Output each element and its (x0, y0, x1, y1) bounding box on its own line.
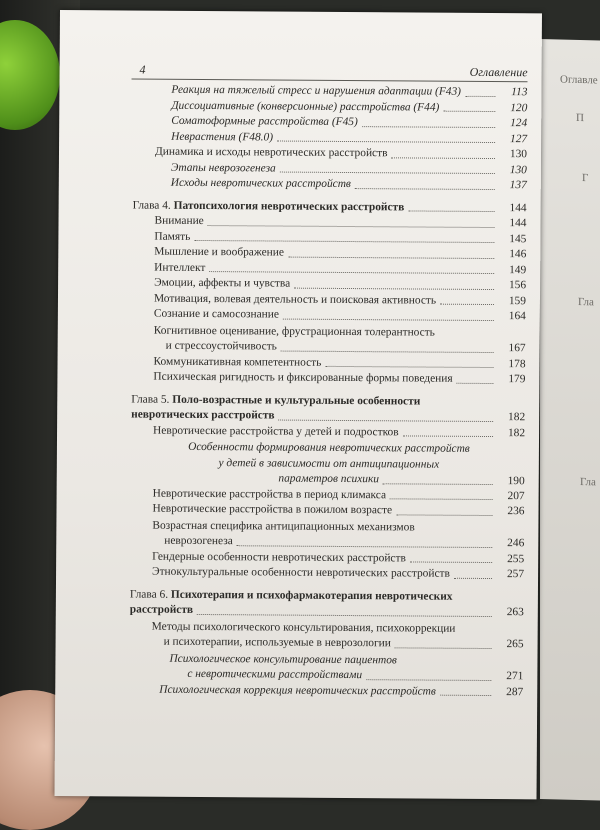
right-page-fragment: Гла (578, 295, 594, 309)
toc-entry: Когнитивное оценивание, фрустрационная толерантность и стрессоустойчивость 167 (153, 324, 526, 355)
chapter-heading: Глава 5. Поло-возрастные и культуральные особенности невротических расстройств 182 (131, 393, 526, 424)
toc-entry: Сознание и самосознание 164 (153, 307, 526, 323)
toc-entry: Исходы невротических расстройств 137 (170, 176, 527, 192)
toc-entry: Память 145 (154, 230, 527, 245)
toc-entry: Невротические расстройства в период климакса 207 (152, 487, 525, 502)
right-page (540, 39, 600, 801)
toc-entry: Коммуникативная компетентность 178 (153, 355, 526, 370)
toc-entry: Этнокультуральные особенности невротических расстройств 257 (152, 565, 525, 581)
toc-entry: Психическая ригидность и фиксированные формы поведения 179 (153, 370, 526, 386)
toc-entry: Диссоциативные (конверсионные) расстройства (F44) 120 (171, 99, 528, 114)
running-header (132, 63, 528, 83)
chapter-heading: Глава 6. Психотерапия и психофармакотерапия невротических расстройств 263 (129, 588, 524, 619)
chapter-heading: Глава 4. Патопсихология невротических расстройств 144 (132, 199, 527, 214)
right-page-fragment: Г (582, 172, 589, 185)
toc-entry: Реакция на тяжелый стресс и нарушения адаптации (F43) 113 (171, 83, 528, 99)
toc-entry: Невротические расстройства у детей и подростков 182 (153, 424, 526, 439)
page-number-ref: 190 (507, 474, 525, 487)
right-page-fragment: П (576, 111, 584, 125)
toc-entry: Этапы неврозогенеза 130 (170, 161, 527, 176)
table-of-contents (129, 83, 527, 701)
toc-entry: Эмоции, аффекты и чувства 156 (154, 276, 527, 292)
book-page (55, 10, 542, 799)
toc-entry: Мышление и воображение 146 (154, 245, 527, 261)
toc-entry: Соматоформные расстройства (F45) 124 (171, 114, 528, 130)
toc-entry: Особенности формирования невротических расстройств у детей в зависимости от антиципационных параметров психики (131, 440, 525, 489)
toc-entry: Внимание 144 (154, 214, 527, 230)
toc-entry: Невротические расстройства в пожилом возрасте 236 (152, 502, 525, 518)
toc-entry: Психологическое консультирование пациентов с невротическими расстройствами 271 (169, 652, 524, 683)
right-page-fragment: Оглавле (560, 73, 598, 87)
toc-entry: Психологическая коррекция невротических расстройств 287 (159, 683, 524, 698)
running-title: Оглавление (469, 64, 528, 80)
toc-entry: Динамика и исходы невротических расстройств 130 (154, 145, 528, 161)
toc-entry: Гендерные особенности невротических расстройств 255 (152, 550, 525, 565)
page-number: 4 (139, 62, 146, 77)
toc-entry: Мотивация, волевая деятельность и поисковая активность 159 (153, 292, 527, 307)
toc-entry: Интеллект 149 (154, 261, 527, 276)
right-page-fragment: Гла (580, 476, 596, 489)
toc-entry: Неврастения (F48.0) 127 (171, 130, 528, 145)
toc-entry: Методы психологического консультирования, психокоррекции и психотерапии, используемые в неврозологии 265 (151, 620, 524, 651)
toc-entry: Возрастная специфика антиципационных механизмов неврозогенеза 246 (152, 519, 525, 550)
